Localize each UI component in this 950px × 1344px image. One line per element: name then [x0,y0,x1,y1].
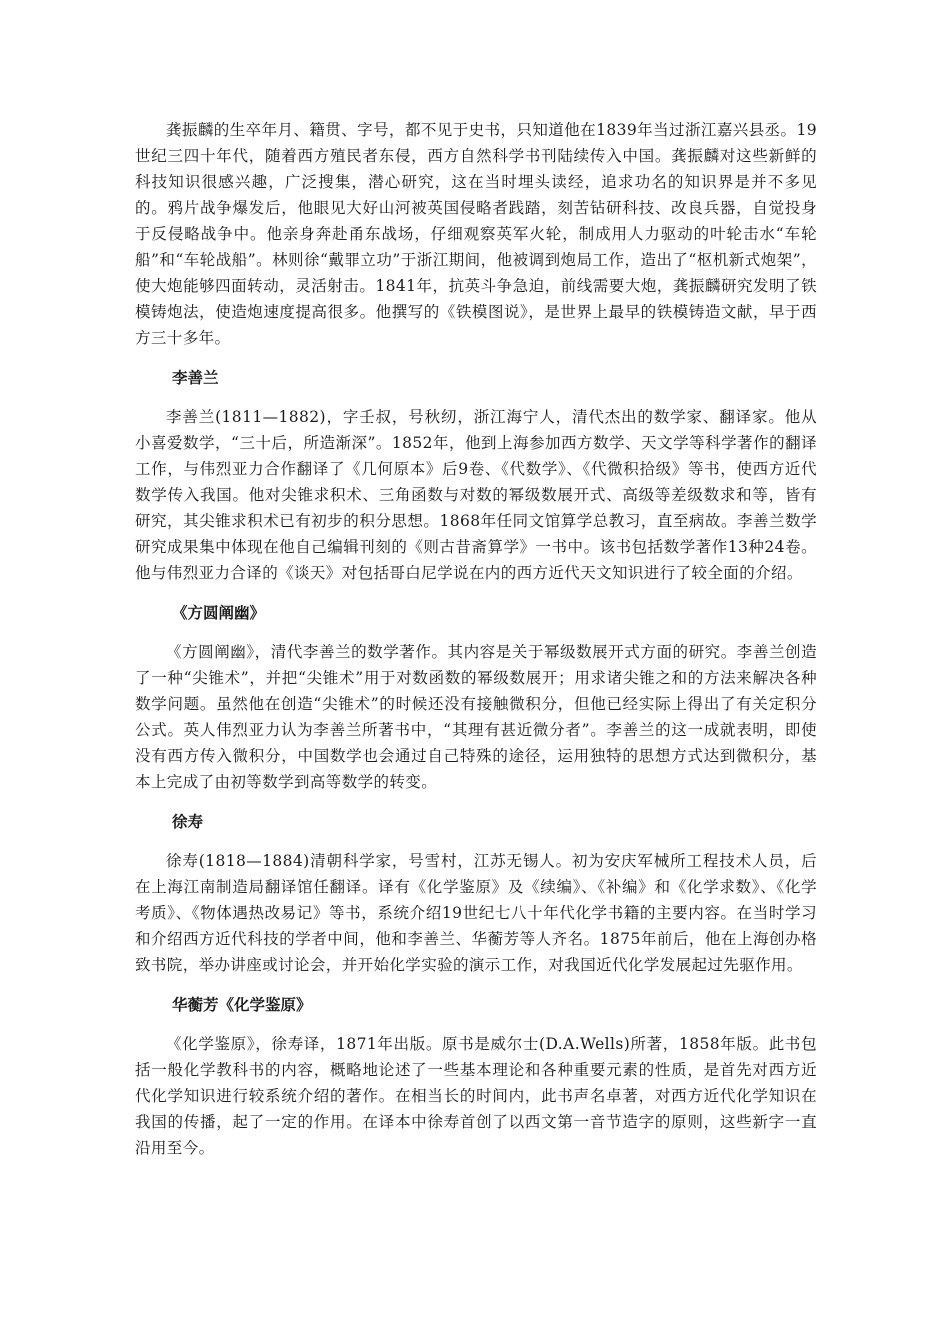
heading-huaxue-jianyuan: 华蘅芳《化学鉴原》 [172,996,312,1014]
paragraph-fangyuan-chanyou: 《方圆阐幽》，清代李善兰的数学著作。其内容是关于幂级数展开式方面的研究。李善兰创造了一种“尖锥术”，并把“尖锥术”用于对数函数的幂级数展开；用求诸尖锥之和的方法来解决各种数学问题。虽然他在创造“尖锥术”的时候还没有接触微积分，但他已经实际上得出了有关定积分公式。英人伟烈亚力认为李善兰所著书中，“其理有甚近微分者”。李善兰的这一成就表明，即使没有西方传入微积分，中国数学也会通过自己特殊的途径，运用独特的思想方式达到微积分，基本上完成了由初等数学到高等数学的转变。 [135,643,817,791]
heading-fangyuan-chanyou: 《方圆阐幽》 [172,604,266,622]
paragraph-gong-zhenlin: 龚振麟的生卒年月、籍贯、字号，都不见于史书，只知道他在1839年当过浙江嘉兴县丞。19世纪三四十年代，随着西方殖民者东侵，西方自然科学书刊陆续传入中国。龚振麟对这些新鲜的科技知识很感兴趣，广泛搜集，潜心研究，这在当时埋头读经，追求功名的知识界是并不多见的。鸦片战争爆发后，他眼见大好山河被英国侵略者践踏，刻苦钻研科技、改良兵器，自觉投身于反侵略战争中。他亲身奔赴甬东战场，仔细观察英军火轮，制成用人力驱动的叶轮击水“车轮船”和“车轮战船”。林则徐“戴罪立功”于浙江期间，他被调到炮局工作，造出了“枢机新式炮架”，使大炮能够四面转动，灵活射击。1841年，抗英斗争急迫，前线需要大炮，龚振麟研究发明了铁模铸炮法，使造炮速度提高很多。他撰写的《铁模图说》，是世界上最早的铁模铸造文献，早于西方三十多年。 [135,121,817,347]
heading-li-shanlan: 李善兰 [172,369,219,387]
document-page [135,117,817,1161]
paragraph-huaxue-jianyuan: 《化学鉴原》，徐寿译，1871年出版。原书是威尔士(D.A.Wells)所著，1858年版。此书包括一般化学教科书的内容，概略地论述了一些基本理论和各种重要元素的性质，是首先对西方近代化学知识进行较系统介绍的著作。在相当长的时间内，此书声名卓著，对西方近代化学知识在我国的传播，起了一定的作用。在译本中徐寿首创了以西文第一音节造字的原则，这些新字一直沿用至今。 [135,1035,817,1157]
paragraph-li-shanlan: 李善兰(1811—1882)，字壬叔，号秋纫，浙江海宁人，清代杰出的数学家、翻译家。他从小喜爱数学，“三十后，所造渐深”。1852年，他到上海参加西方数学、天文学等科学著作的翻译工作，与伟烈亚力合作翻译了《几何原本》后9卷、《代数学》、《代微积拾级》等书，使西方近代数学传入我国。他对尖锥求积术、三角函数与对数的幂级数展开式、高级等差级数求和等，皆有研究，其尖锥求积术已有初步的积分思想。1868年任同文馆算学总教习，直至病故。李善兰数学研究成果集中体现在他自己编辑刊刻的《则古昔斋算学》一书中。该书包括数学著作13种24卷。他与伟烈亚力合译的《谈天》对包括哥白尼学说在内的西方近代天文知识进行了较全面的介绍。 [135,408,817,582]
paragraph-xu-shou: 徐寿(1818—1884)清朝科学家，号雪村，江苏无锡人。初为安庆军械所工程技术人员，后在上海江南制造局翻译馆任翻译。译有《化学鉴原》及《续编》、《补编》和《化学求数》、《化学考质》、《物体遇热改易记》等书，系统介绍19世纪七八十年代化学书籍的主要内容。在当时学习和介绍西方近代科技的学者中间，他和李善兰、华蘅芳等人齐名。1875年前后，他在上海创办格致书院，举办讲座或讨论会，并开始化学实验的演示工作，对我国近代化学发展起过先驱作用。 [135,852,817,974]
heading-xu-shou: 徐寿 [172,813,204,831]
